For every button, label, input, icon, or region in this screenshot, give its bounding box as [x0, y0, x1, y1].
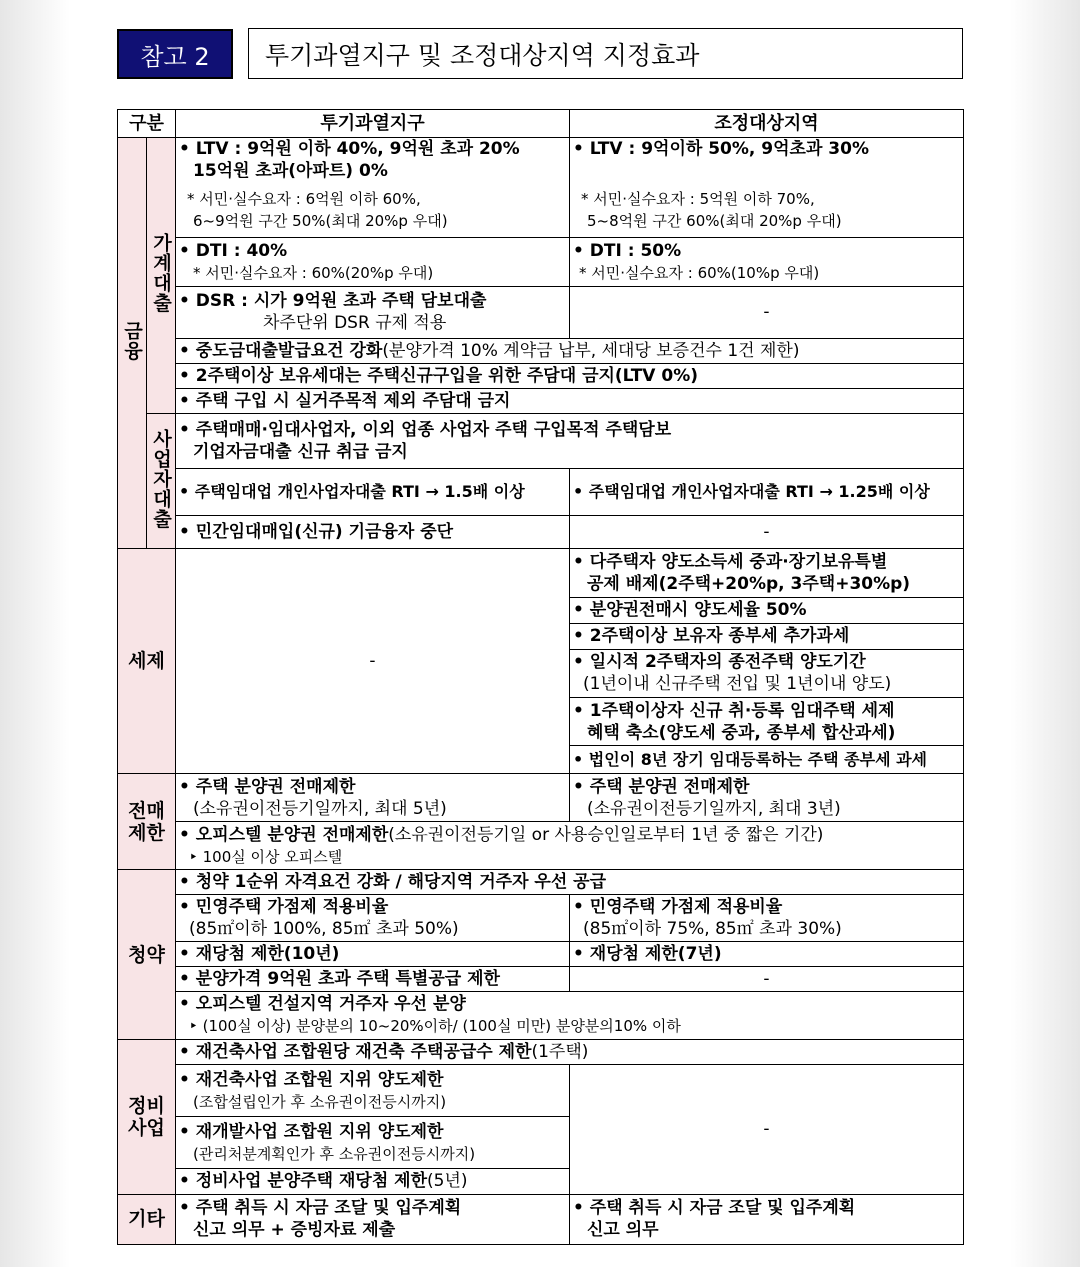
point-overheated-cell: • 민영주택 가점제 적용비율 (85㎡이하 100%, 85㎡ 초과 50%) [176, 894, 570, 941]
etc-adjusted-cell: • 주택 취득 시 자금 조달 및 입주계획 신고 의무 [570, 1194, 964, 1244]
col-header-overheated: 투기과열지구 [176, 110, 570, 138]
table-row [118, 966, 964, 991]
special-supply-adjusted-cell: - [570, 966, 964, 991]
category-finance: 금융 [118, 138, 147, 549]
category-household-loan: 가계대출 [147, 138, 176, 414]
interim-loan-cell: • 중도금대출발급요건 강화(분양가격 10% 계약금 납부, 세대당 보증건수 1건 제한) [176, 338, 964, 363]
dsr-overheated-cell: • DSR : 시가 9억원 초과 주택 담보대출 차주단위 DSR 규제 적용 [176, 286, 570, 338]
tax-temporary-cell: • 일시적 2주택자의 종전주택 양도기간 (1년이내 신규주택 전입 및 1년이내 양도) [570, 649, 964, 697]
tax-presale-cell: • 분양권전매시 양도세율 50% [570, 597, 964, 623]
table-row [118, 774, 964, 822]
private-rent-adjusted-cell: - [570, 516, 964, 549]
table-row [118, 941, 964, 966]
page-shadow-left [0, 0, 70, 1267]
category-subscription: 청약 [118, 870, 176, 1040]
officetel-priority-cell: • 오피스텔 건설지역 거주자 우선 분양 ‣ (100실 이상) 분양분의 10~20%이하/ (100실 미만) 분양분의10% 이하 [176, 991, 964, 1039]
page-title: 투기과열지구 및 조정대상지역 지정효과 [248, 28, 963, 79]
resale-officetel-cell: • 오피스텔 분양권 전매제한(소유권이전등기일 or 사용승인일로부터 1년 중 짧은 기간) ‣ 100실 이상 오피스텔 [176, 822, 964, 870]
table-row [118, 516, 964, 549]
category-business-loan: 사업자대출 [147, 414, 176, 549]
dti-adjusted-cell: • DTI : 50% * 서민·실수요자 : 60%(10%p 우대) [570, 238, 964, 286]
table-row [118, 549, 964, 597]
tax-rental-cell: • 1주택이상자 신규 취·등록 임대주택 세제 혜택 축소(양도세 중과, 종부세 합산과세) [570, 697, 964, 745]
tax-comprehensive-cell: • 2주택이상 보유자 종부세 추가과세 [570, 623, 964, 649]
dsr-adjusted-cell: - [570, 286, 964, 338]
table-row [118, 870, 964, 894]
rewin-adjusted-cell: • 재당첨 제한(7년) [570, 941, 964, 966]
tax-multi-home-cell: • 다주택자 양도소득세 중과·장기보유특별 공제 배제(2주택+20%p, 3주택+30%p) [570, 549, 964, 597]
table-row [118, 414, 964, 469]
rewin-overheated-cell: • 재당첨 제한(10년) [176, 941, 570, 966]
table-row [118, 138, 964, 238]
ltv-overheated-cell: • LTV : 9억원 이하 40%, 9억원 초과 20% 15억원 초과(아파트) 0% * 서민·실수요자 : 6억원 이하 60%, 6~9억원 구간 50%(최대 20%p 우대) [176, 138, 570, 238]
redev-transfer-cell: • 재개발사업 조합원 지위 양도제한 (관리처분계획인가 후 소유권이전등시까지) [176, 1117, 570, 1169]
special-supply-cell: • 분양가격 9억원 초과 주택 특별공급 제한 [176, 966, 570, 991]
table-row [118, 388, 964, 413]
rti-adjusted-cell: • 주택임대업 개인사업자대출 RTI → 1.25배 이상 [570, 469, 964, 516]
reference-badge: 참고 2 [117, 29, 233, 79]
table-row [118, 894, 964, 941]
col-header-category: 구분 [118, 110, 176, 138]
table-row [118, 1040, 964, 1065]
table-row [118, 469, 964, 516]
ltv-adjusted-cell: • LTV : 9억이하 50%, 9억초과 30% * 서민·실수요자 : 5억원 이하 70%, 5~8억원 구간 60%(최대 20%p 우대) [570, 138, 964, 238]
table-row [118, 1194, 964, 1244]
purchase-loan-cell: • 주택 구입 시 실거주목적 제외 주담대 금지 [176, 388, 964, 413]
category-resale: 전매제한 [118, 774, 176, 870]
business-loan-ban-cell: • 주택매매·임대사업자, 이외 업종 사업자 주택 구입목적 주택담보 기업자금대출 신규 취급 금지 [176, 414, 964, 469]
redevelop-adjusted-cell: - [570, 1065, 964, 1194]
table-row [118, 991, 964, 1039]
point-adjusted-cell: • 민영주택 가점제 적용비율 (85㎡이하 75%, 85㎡ 초과 30%) [570, 894, 964, 941]
page-shadow-right [1010, 0, 1080, 1267]
table-row [118, 822, 964, 870]
table-row [118, 286, 964, 338]
category-tax: 세제 [118, 549, 176, 774]
dti-overheated-cell: • DTI : 40% * 서민·실수요자 : 60%(20%p 우대) [176, 238, 570, 286]
etc-overheated-cell: • 주택 취득 시 자금 조달 및 입주계획 신고 의무 + 증빙자료 제출 [176, 1194, 570, 1244]
col-header-adjusted: 조정대상지역 [570, 110, 964, 138]
table-row [118, 338, 964, 363]
private-rent-cell: • 민간임대매입(신규) 기금융자 중단 [176, 516, 570, 549]
redev-rewin-cell: • 정비사업 분양주택 재당첨 제한(5년) [176, 1169, 570, 1194]
category-redevelopment: 정비사업 [118, 1040, 176, 1195]
table-row [118, 238, 964, 286]
resale-overheated-cell: • 주택 분양권 전매제한 (소유권이전등기일까지, 최대 5년) [176, 774, 570, 822]
multi-home-loan-cell: • 2주택이상 보유세대는 주택신규구입을 위한 주담대 금지(LTV 0%) [176, 363, 964, 388]
tax-overheated-cell: - [176, 549, 570, 774]
first-rank-cell: • 청약 1순위 자격요건 강화 / 해당지역 거주자 우선 공급 [176, 870, 964, 894]
tax-corporate-cell: • 법인이 8년 장기 임대등록하는 주택 종부세 과세 [570, 746, 964, 774]
designation-effects-table [117, 109, 964, 1245]
rti-overheated-cell: • 주택임대업 개인사업자대출 RTI → 1.5배 이상 [176, 469, 570, 516]
header-row [118, 110, 964, 138]
table-row [118, 363, 964, 388]
category-etc: 기타 [118, 1194, 176, 1244]
table-row [118, 1065, 964, 1117]
recon-transfer-cell: • 재건축사업 조합원 지위 양도제한 (조합설립인가 후 소유권이전등시까지) [176, 1065, 570, 1117]
recon-supply-cell: • 재건축사업 조합원당 재건축 주택공급수 제한(1주택) [176, 1040, 964, 1065]
resale-adjusted-cell: • 주택 분양권 전매제한 (소유권이전등기일까지, 최대 3년) [570, 774, 964, 822]
